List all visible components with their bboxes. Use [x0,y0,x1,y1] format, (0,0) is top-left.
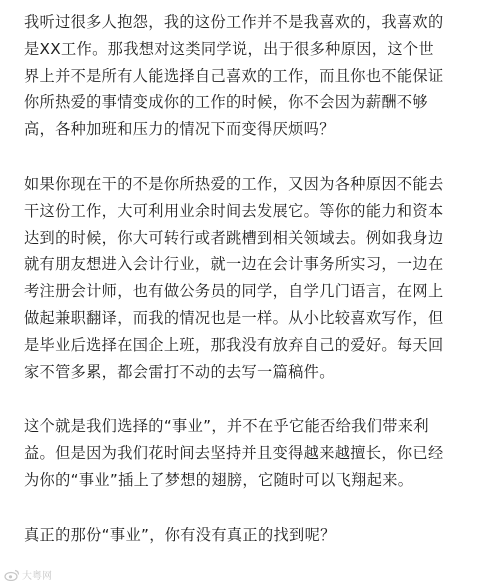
text-line: 达到的时候，你大可转行或者跳槽到相关领域去。例如我身边 [24,228,444,247]
article-body [24,9,466,549]
text-line: 是XX工作。那我想对这类同学说，出于很多种原因，这个世 [24,39,434,58]
text-line: 界上并不是所有人能选择自己喜欢的工作，而且你也不能保证 [24,66,444,85]
paragraph-3 [24,413,466,493]
text-line: 高，各种加班和压力的情况下而变得厌烦吗？ [24,120,335,139]
text-line: 是毕业后选择在国企上班，那我没有放弃自己的爱好。每天回 [24,335,444,354]
text-line: 做起兼职翻译，而我的情况也是一样。从小比较喜欢写作，但 [24,308,444,327]
text-line: 这个就是我们选择的“事业”，并不在乎它能否给我们带来利 [24,417,429,436]
text-line: 家不管多累，都会雷打不动的去写一篇稿件。 [24,362,335,381]
text-line: 我听过很多人抱怨，我的这份工作并不是我喜欢的，我喜欢的 [24,13,444,31]
watermark [4,567,52,582]
text-line: 考注册会计师，也有做公务员的同学，自学几门语言，在网上 [24,282,444,301]
text-line: 你所热爱的事情变成你的工作的时候，你不会因为薪酬不够 [24,93,428,112]
weibo-logo-icon [4,569,20,581]
text-line: 就有朋友想进入会计行业，就一边在会计事务所实习，一边在 [24,255,444,274]
paragraph-1 [24,9,466,143]
paragraph-2 [24,171,466,385]
text-line: 真正的那份“事业”，你有没有真正的找到呢？ [24,525,336,544]
text-line: 为你的“事业”插上了梦想的翅膀，它随时可以飞翔起来。 [24,470,414,489]
text-line: 干这份工作，大可利用业余时间去发展它。等你的能力和资本 [24,201,444,220]
paragraph-4 [24,522,466,549]
text-line: 益。但是因为我们花时间去坚持并且变得越来越擅长，你已经 [24,444,444,463]
text-line: 如果你现在干的不是你所热爱的工作，又因为各种原因不能去 [24,174,444,193]
watermark-text: 大粤网 [22,571,52,582]
